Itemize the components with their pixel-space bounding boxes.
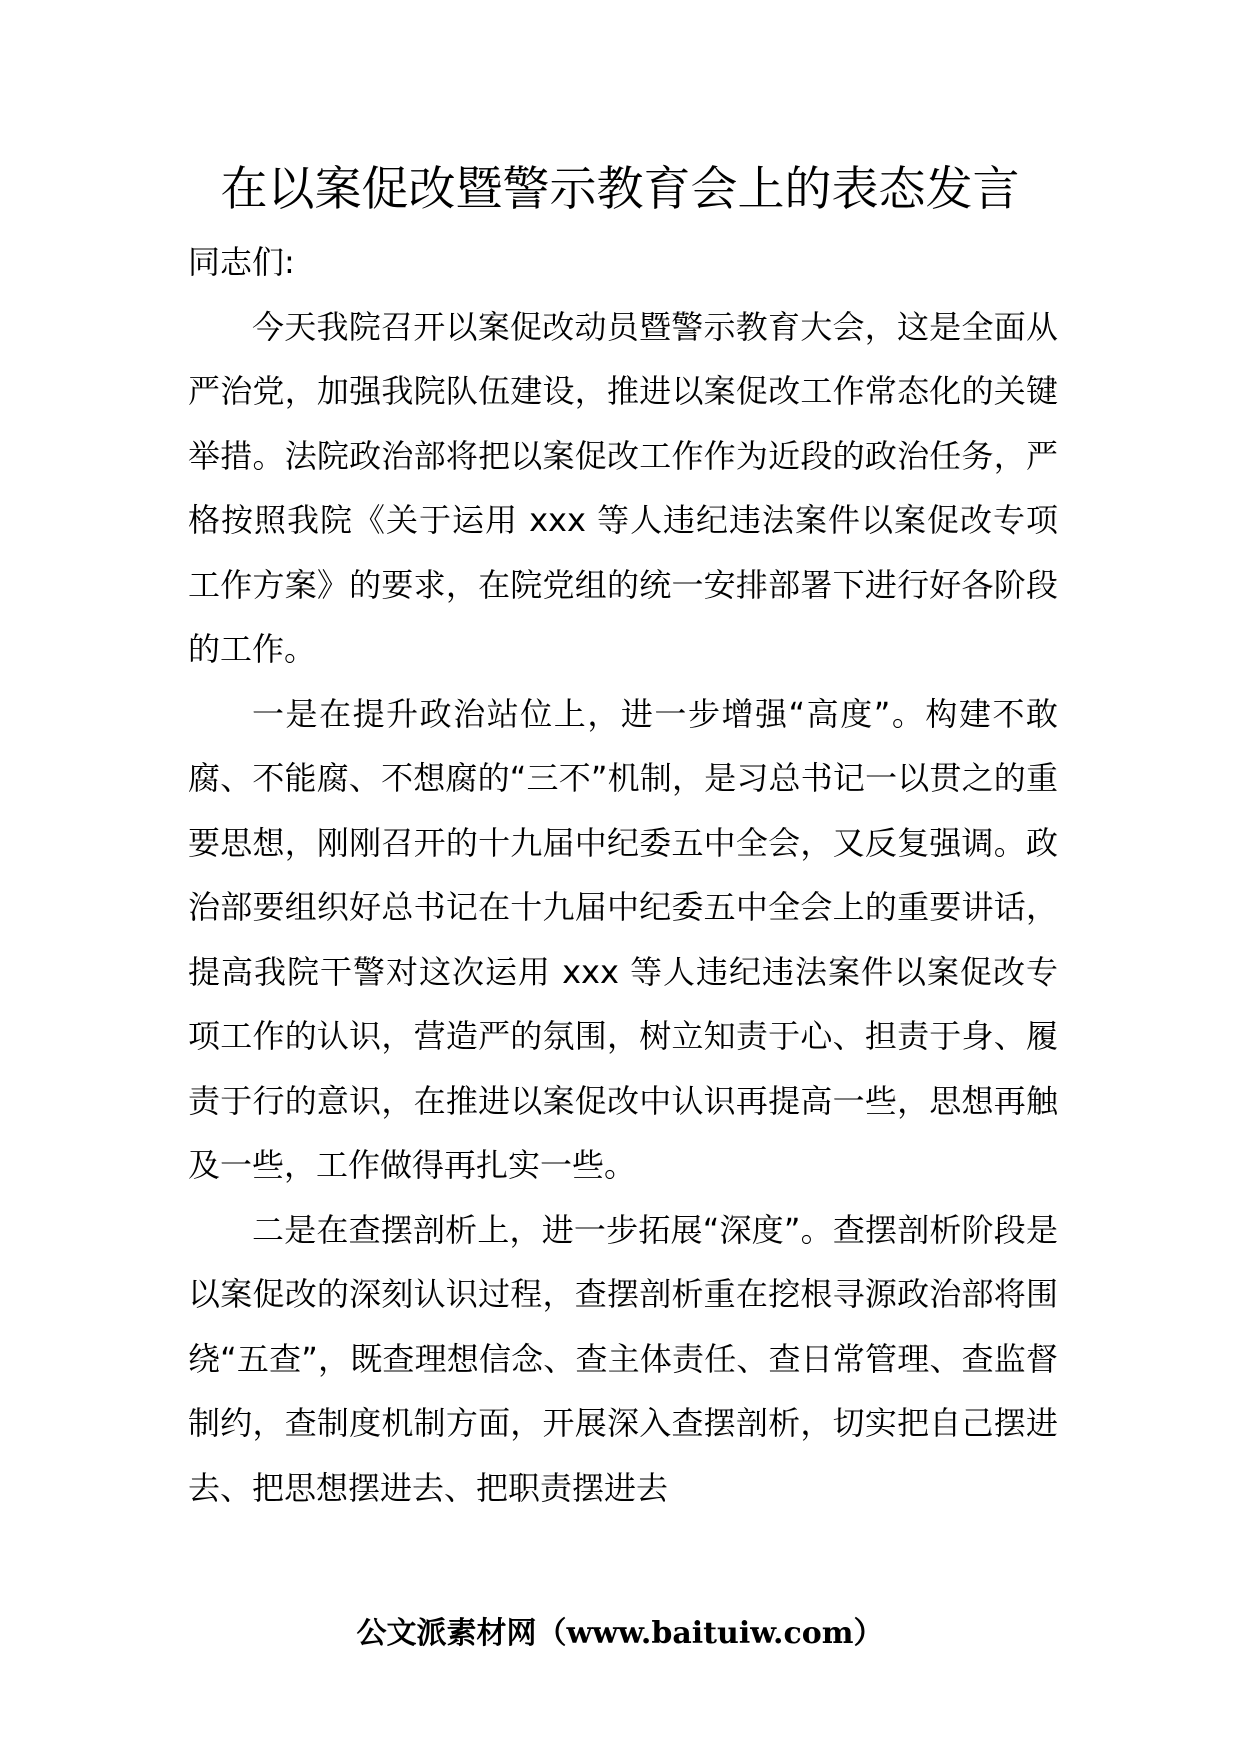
document-title: 在以案促改暨警示教育会上的表态发言 (220, 162, 1020, 217)
footer-watermark: 公文派素材网（www.baituiw.com） (356, 1616, 884, 1651)
paragraph-point-one: 一是在提升政治站位上，进一步增强“高度”。构建不敢腐、不能腐、不想腐的“三不”机制，是习总书记一以贯之的重要思想，刚刚召开的十九届中纪委五中全会，又反复强调。政治部要组织好总书记在十九届中纪委五中全会上的重要讲话，提高我院干警对这次运用 xxx 等人违纪违法案件以案促改专项工作的认识，营造严的氛围，树立知责于心、担责于身、履责于行的意识，在推进以案促改中认识再提高一些，思想再触及一些，工作做得再扎实一些。 (188, 694, 1058, 1184)
salutation: 同志们: (188, 243, 295, 281)
paragraph-point-two: 二是在查摆剖析上，进一步拓展“深度”。查摆剖析阶段是以案促改的深刻认识过程，查摆剖析重在挖根寻源政治部将围绕“五查”，既查理想信念、查主体责任、查日常管理、查监督制约，查制度机制方面，开展深入查摆剖析，切实把自己摆进去、把思想摆进去、把职责摆进去 (188, 1210, 1058, 1507)
paragraph-intro: 今天我院召开以案促改动员暨警示教育大会，这是全面从严治党，加强我院队伍建设，推进以案促改工作常态化的关键举措。法院政治部将把以案促改工作作为近段的政治任务，严格按照我院《关于运用 xxx 等人违纪违法案件以案促改专项工作方案》的要求，在院党组的统一安排部署下进行好各阶段的工作。 (188, 307, 1058, 668)
document-body (188, 230, 1058, 1520)
